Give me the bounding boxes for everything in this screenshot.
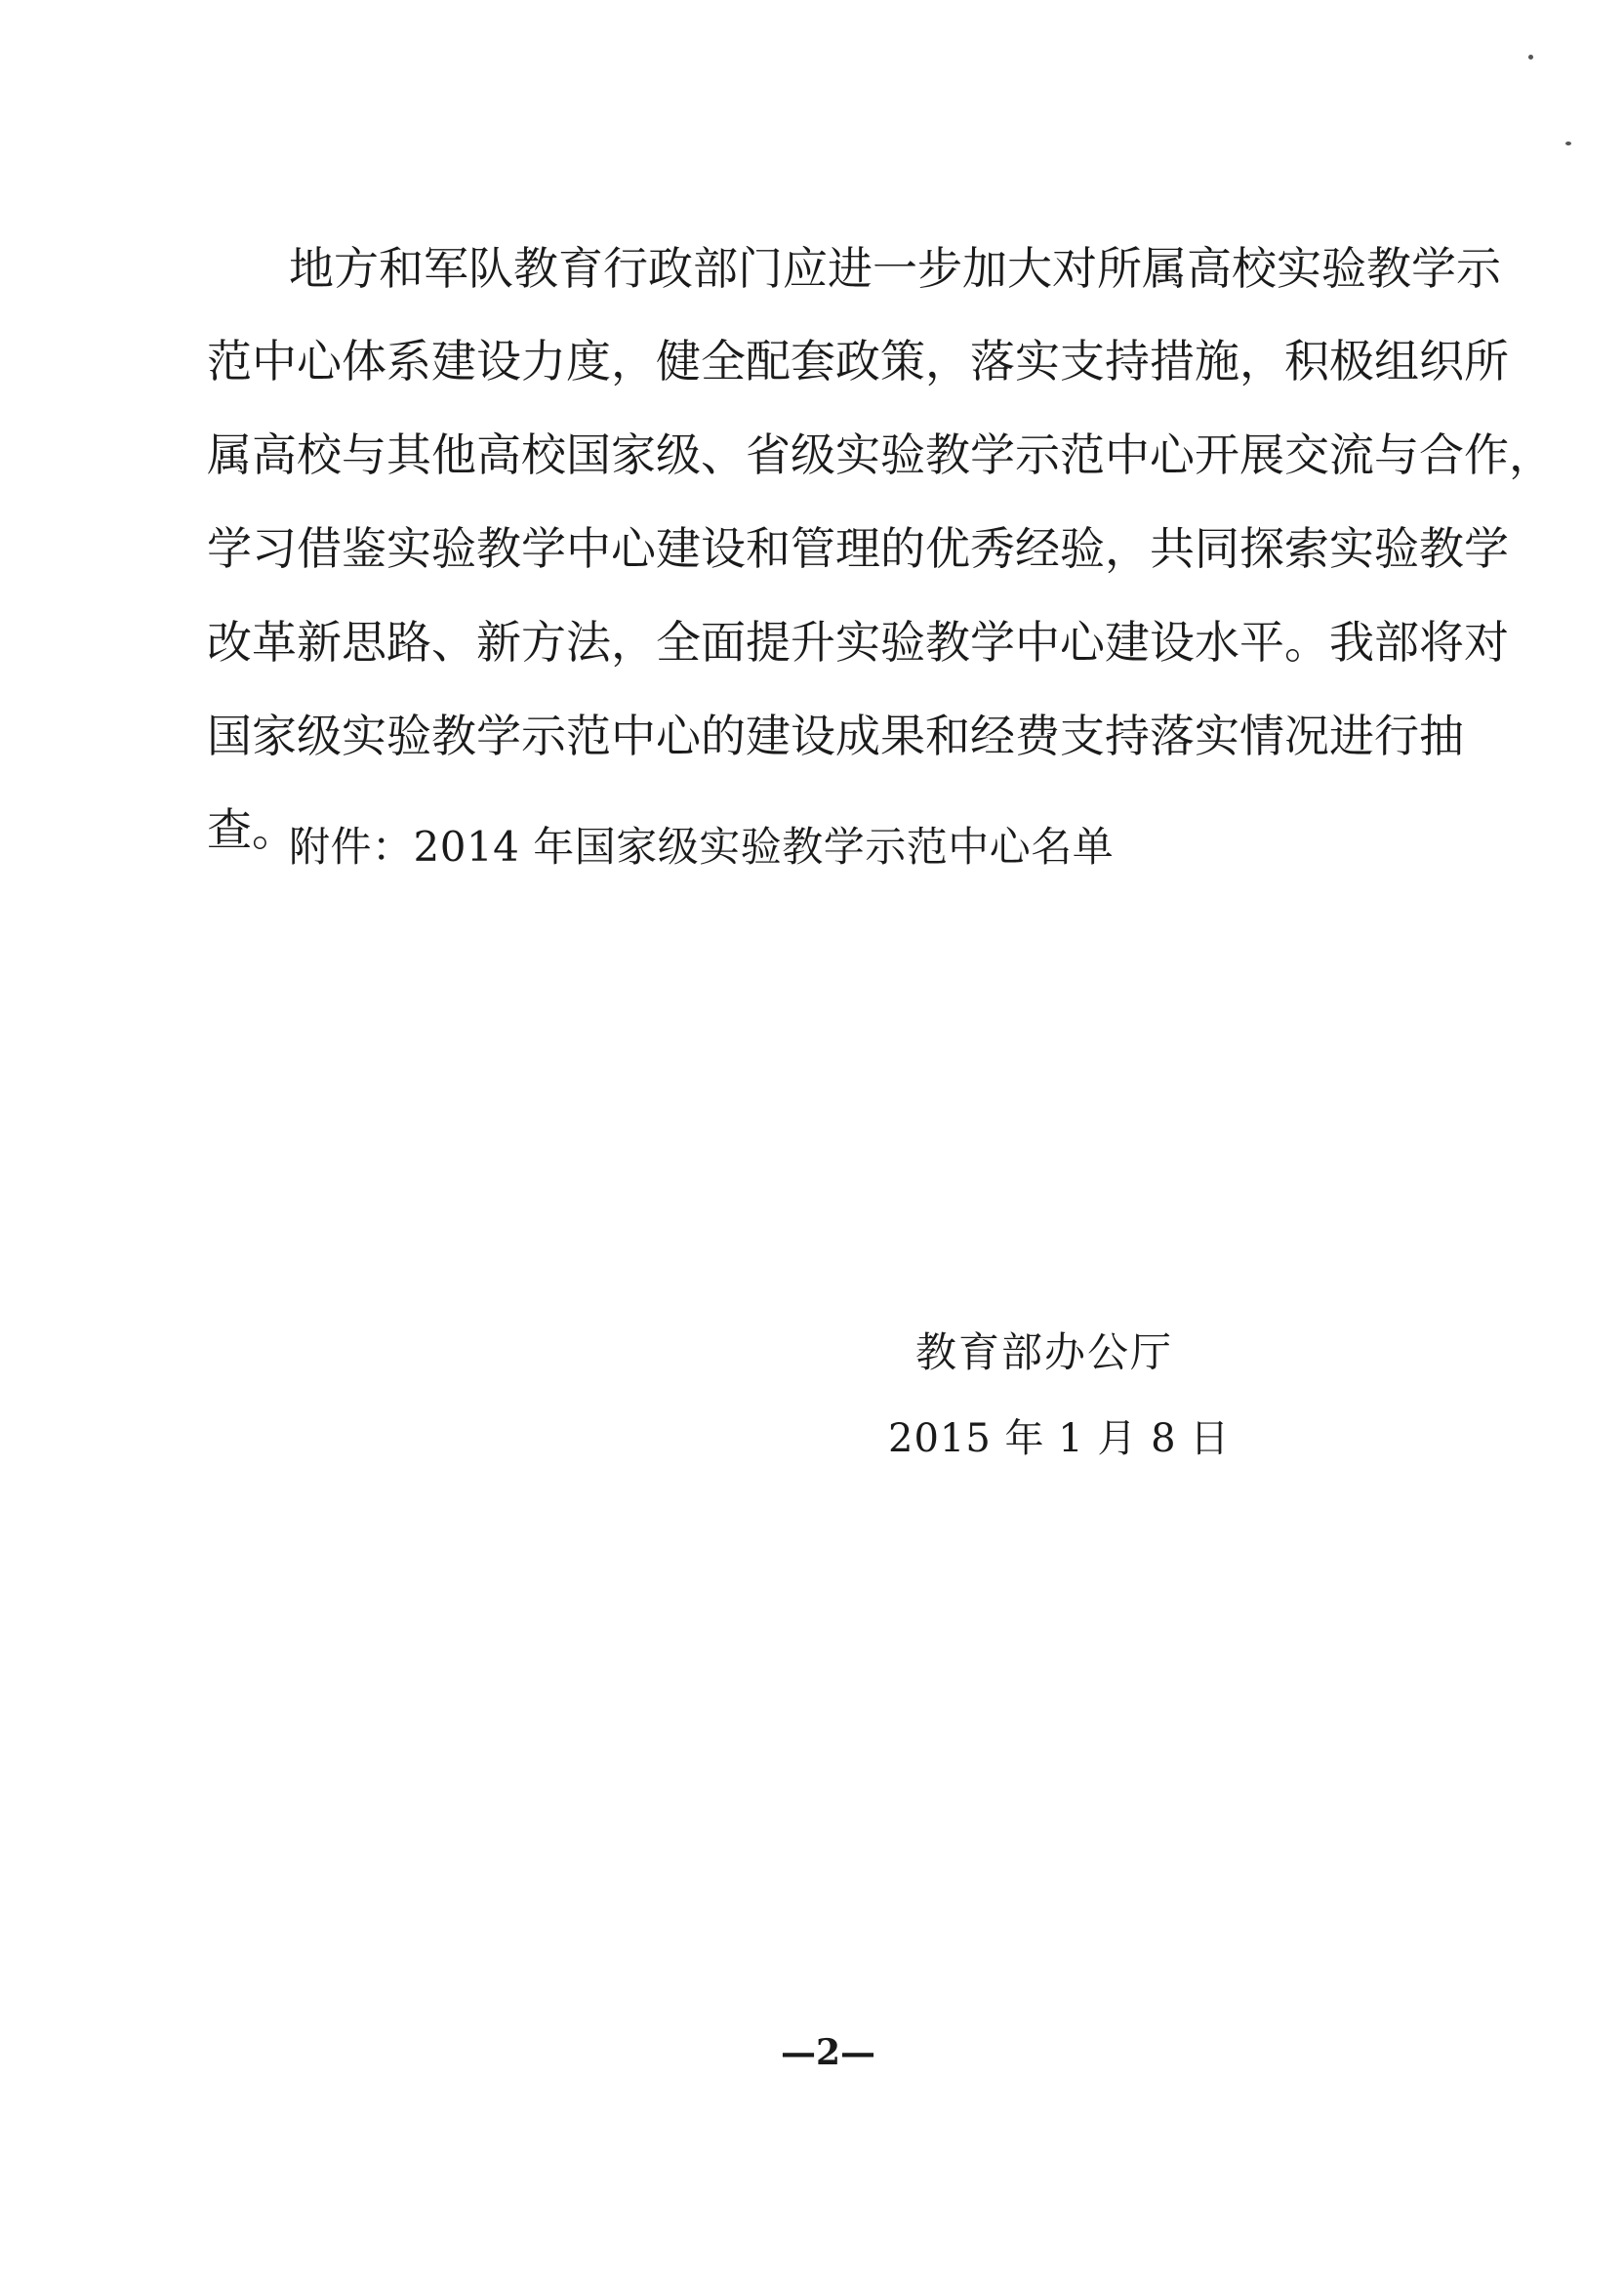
body-line-2: 范中心体系建设力度，健全配套政策，落实支持措施，积极组织所 xyxy=(207,335,1509,387)
body-line-4: 学习借鉴实验教学中心建设和管理的优秀经验，共同探索实验教学 xyxy=(207,522,1509,575)
body-line-7: 查。 xyxy=(207,803,297,856)
body-line-5: 改革新思路、新方法，全面提升实验教学中心建设水平。我部将对 xyxy=(207,616,1509,669)
page-number: —2— xyxy=(781,2032,876,2073)
attachment-note: 附件：2014 年国家级实验教学示范中心名单 xyxy=(289,823,1115,871)
scan-speck xyxy=(1565,142,1571,145)
scan-speck xyxy=(1528,55,1533,60)
issuing-organization: 教育部办公厅 xyxy=(915,1328,1174,1376)
issue-date: 2015 年 1 月 8 日 xyxy=(888,1416,1231,1461)
body-line-6: 国家级实验教学示范中心的建设成果和经费支持落实情况进行抽 xyxy=(207,710,1464,762)
body-line-3: 属高校与其他高校国家级、省级实验教学示范中心开展交流与合作， xyxy=(207,428,1554,481)
body-line-1: 地方和军队教育行政部门应进一步加大对所属高校实验教学示 xyxy=(289,242,1501,295)
